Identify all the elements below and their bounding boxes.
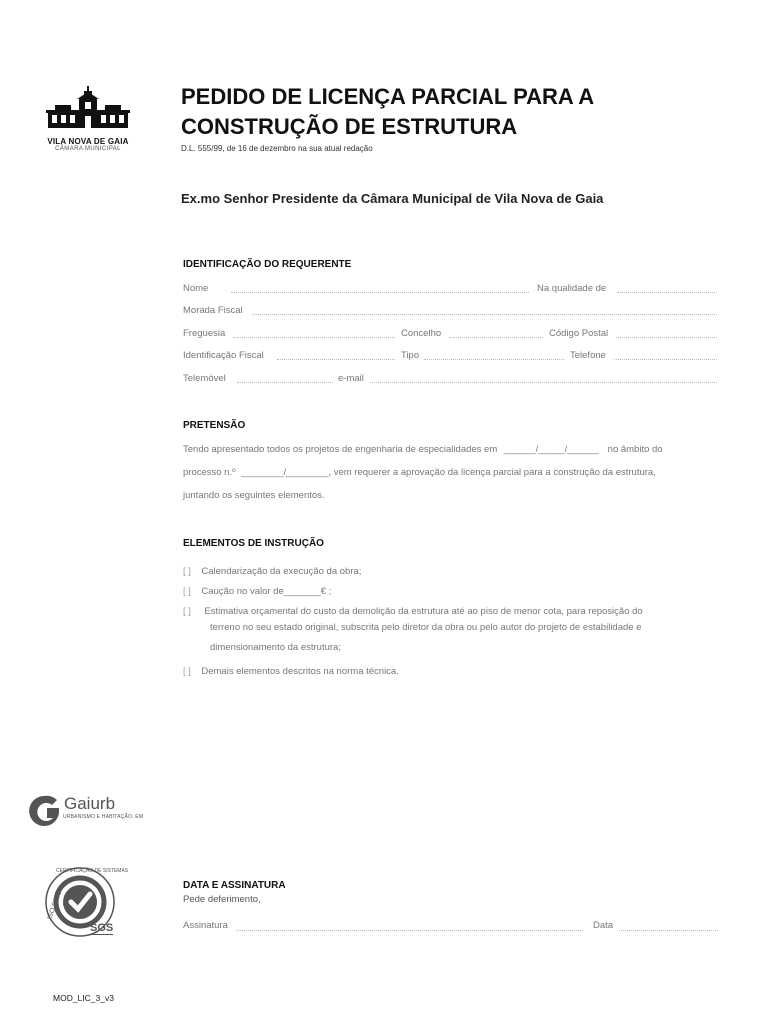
- qualidade-label: Na qualidade de: [537, 283, 607, 294]
- municipality-subtitle: CÂMARA MUNICIPAL: [55, 146, 121, 152]
- municipality-logo: [40, 86, 136, 152]
- freguesia-label: Freguesia: [183, 328, 226, 339]
- process-number-field[interactable]: ________/________: [241, 467, 329, 478]
- email-label: e-mail: [338, 373, 364, 384]
- specialties-date-field[interactable]: ______/_____/______: [503, 444, 600, 455]
- checklist-item-text: Estimativa orçamental do custo da demolição da estrutura até ao piso de menor cota, para reposição do: [204, 606, 643, 617]
- telefone-label: Telefone: [570, 350, 606, 361]
- checklist-item: [183, 561, 361, 579]
- deferimento-text: Pede deferimento,: [183, 894, 261, 905]
- nome-field[interactable]: [231, 292, 529, 293]
- id-fiscal-field[interactable]: [277, 359, 395, 360]
- gaiurb-g-icon: [26, 794, 62, 828]
- checklist-item-continuation: terreno no seu estado original, subscrita pelo diretor da obra ou pelo autor do projeto de estabilidade e: [210, 622, 642, 633]
- morada-field[interactable]: [252, 314, 717, 315]
- title-line-2: CONSTRUÇÃO DE ESTRUTURA: [181, 114, 518, 139]
- salutation: Ex.mo Senhor Presidente da Câmara Municipal de Vila Nova de Gaia: [181, 191, 604, 206]
- checklist-item-text: Demais elementos descritos na norma técnica.: [201, 666, 399, 677]
- checkbox[interactable]: [ ]: [183, 606, 191, 617]
- elementos-heading: ELEMENTOS DE INSTRUÇÃO: [183, 538, 324, 549]
- id-fiscal-label: Identificação Fiscal: [183, 350, 264, 361]
- pretensao-line-1-start: Tendo apresentado todos os projetos de engenharia de especialidades em: [183, 444, 498, 455]
- telemovel-field[interactable]: [237, 382, 333, 383]
- pretensao-line-1-end: no âmbito do: [607, 444, 663, 455]
- law-reference: D.L. 555/99, de 16 de dezembro na sua atual redação: [181, 144, 373, 153]
- nome-label: Nome: [183, 283, 209, 294]
- gaiurb-subtitle: URBANISMO E HABITAÇÃO, EM: [63, 814, 144, 820]
- municipality-name: VILA NOVA DE GAIA: [47, 137, 129, 146]
- pretensao-heading: PRETENSÃO: [183, 420, 246, 431]
- checkbox[interactable]: [ ]: [183, 666, 191, 677]
- tipo-label: Tipo: [401, 350, 420, 361]
- sgs-certification-seal: [42, 866, 129, 940]
- checkbox[interactable]: [ ]: [183, 586, 191, 597]
- checklist-item: [183, 581, 331, 599]
- assinatura-label: Assinatura: [183, 920, 228, 931]
- pretensao-line-2-start: processo n.º: [183, 467, 236, 478]
- pretensao-line-2-end: , vem requerer a aprovação da licença parcial para a construção da estrutura,: [328, 467, 656, 478]
- telemovel-label: Telemóvel: [183, 373, 226, 384]
- email-field[interactable]: [370, 382, 717, 383]
- concelho-field[interactable]: [449, 337, 543, 338]
- checklist-item-continuation: dimensionamento da estrutura;: [210, 642, 341, 653]
- page-title: [181, 82, 701, 142]
- freguesia-field[interactable]: [233, 337, 395, 338]
- codigo-postal-label: Código Postal: [549, 328, 609, 339]
- checklist-item-text: Calendarização da execução da obra;: [201, 566, 362, 577]
- data-field[interactable]: [619, 930, 718, 931]
- gaiurb-logo: [26, 794, 156, 828]
- seal-ring-text: CERTIFICAÇÃO DE SISTEMAS: [56, 868, 129, 874]
- town-hall-icon: [43, 86, 133, 130]
- sgs-brand: SGS: [90, 922, 114, 934]
- signature-heading: DATA E ASSINATURA: [183, 880, 286, 891]
- data-label: Data: [593, 920, 614, 931]
- iso-label: ISO 9001: [46, 890, 64, 921]
- form-code: MOD_LIC_3_v3: [53, 993, 114, 1003]
- qualidade-field[interactable]: [617, 292, 717, 293]
- pretensao-line-1: [183, 444, 663, 455]
- title-line-1: PEDIDO DE LICENÇA PARCIAL PARA A: [181, 84, 595, 109]
- gaiurb-name: Gaiurb: [64, 794, 116, 813]
- telefone-field[interactable]: [614, 359, 717, 360]
- checklist-item: [183, 601, 643, 619]
- checklist-item: [183, 661, 399, 679]
- codigo-postal-field[interactable]: [616, 337, 717, 338]
- checklist-item-text: Caução no valor de_______€ ;: [201, 586, 332, 597]
- checkbox[interactable]: [ ]: [183, 566, 191, 577]
- concelho-label: Concelho: [401, 328, 442, 339]
- morada-label: Morada Fiscal: [183, 305, 243, 316]
- pretensao-line-3: juntando os seguintes elementos.: [183, 490, 325, 501]
- pretensao-line-2: [183, 467, 656, 478]
- assinatura-field[interactable]: [236, 930, 583, 931]
- tipo-field[interactable]: [424, 359, 564, 360]
- identification-heading: IDENTIFICAÇÃO DO REQUERENTE: [183, 259, 352, 270]
